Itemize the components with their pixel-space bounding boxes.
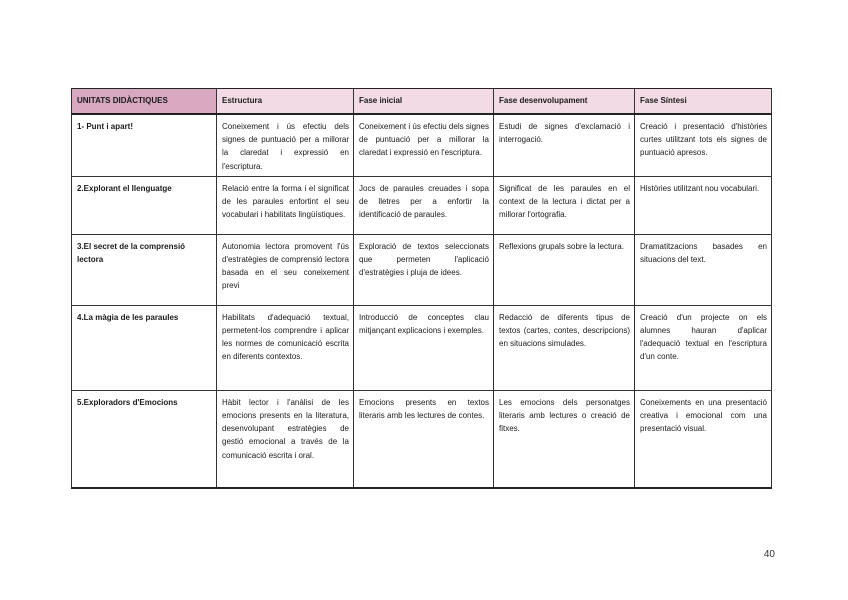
fase-inicial-cell: Jocs de paraules creuades i sopa de lletres per a enfortir la identificació de paraules. [354,176,494,234]
estructura-cell: Habilitats d'adequació textual, permetent-los comprendre i aplicar les normes de comunicació escrita en diferents contextos. [217,305,354,390]
fase-desenvolupament-cell: Redacció de diferents tipus de textos (cartes, contes, descripcions) en situacions simulades. [494,305,635,390]
fase-desenvolupament-cell: Estudi de signes d'exclamació i interrogació. [494,114,635,176]
fase-inicial-cell: Emocions presents en textos literaris amb les lectures de contes. [354,390,494,488]
header-fase-desenvolupament: Fase desenvolupament [494,89,635,115]
estructura-cell: Relació entre la forma i el significat de les paraules enfortint el seu vocabulari i habilitats lingüístiques. [217,176,354,234]
unit-name-cell: 4.La màgia de les paraules [72,305,217,390]
estructura-cell: Hàbit lector i l'anàlisi de les emocions presents en la literatura, desenvolupant estratègies de gestió emocional a través de la comunicació escrita i oral. [217,390,354,488]
table-row [72,114,772,176]
header-unitats: UNITATS DIDÀCTIQUES [72,89,217,115]
table-body [72,114,772,488]
table-header [72,89,772,115]
table-row [72,390,772,488]
estructura-cell: Coneixement i ús efectiu dels signes de puntuació per a millorar la claredat i expressió en l'escriptura. [217,114,354,176]
didactic-units-table [71,88,772,489]
table-row [72,305,772,390]
unit-name-cell: 2.Explorant el llenguatge [72,176,217,234]
unit-name-cell: 3.El secret de la comprensió lectora [72,234,217,305]
fase-sintesi-cell: Coneixements en una presentació creativa i emocional com una presentació visual. [635,390,772,488]
header-row [72,89,772,115]
fase-sintesi-cell: Històries utilitzant nou vocabulari. [635,176,772,234]
fase-sintesi-cell: Creació d'un projecte on els alumnes hauran d'aplicar l'adequació textual en l'escriptura d'un conte. [635,305,772,390]
fase-inicial-cell: Coneixement i ús efectiu dels signes de puntuació per a millorar la claredat i expressió en l'escriptura. [354,114,494,176]
estructura-cell: Autonomia lectora promovent l'ús d'estratègies de comprensió lectora basada en el seu coneixement previ [217,234,354,305]
unit-name-cell: 5.Exploradors d'Emocions [72,390,217,488]
fase-sintesi-cell: Creació i presentació d'històries curtes utilitzant tots els signes de puntuació apresos. [635,114,772,176]
fase-sintesi-cell: Dramatitzacions basades en situacions del text. [635,234,772,305]
unit-name-cell: 1- Punt i apart! [72,114,217,176]
header-fase-inicial: Fase inicial [354,89,494,115]
header-fase-sintesi: Fase Síntesi [635,89,772,115]
table-row [72,176,772,234]
fase-inicial-cell: Exploració de textos seleccionats que permeten l'aplicació d'estratègies i pluja de idees. [354,234,494,305]
fase-inicial-cell: Introducció de conceptes clau mitjançant explicacions i exemples. [354,305,494,390]
fase-desenvolupament-cell: Reflexions grupals sobre la lectura. [494,234,635,305]
fase-desenvolupament-cell: Les emocions dels personatges literaris amb lectures o creació de fitxes. [494,390,635,488]
table-row [72,234,772,305]
header-estructura: Estructura [217,89,354,115]
fase-desenvolupament-cell: Significat de les paraules en el context de la lectura i dictat per a millorar l'ortografia. [494,176,635,234]
page-number: 40 [763,549,775,560]
